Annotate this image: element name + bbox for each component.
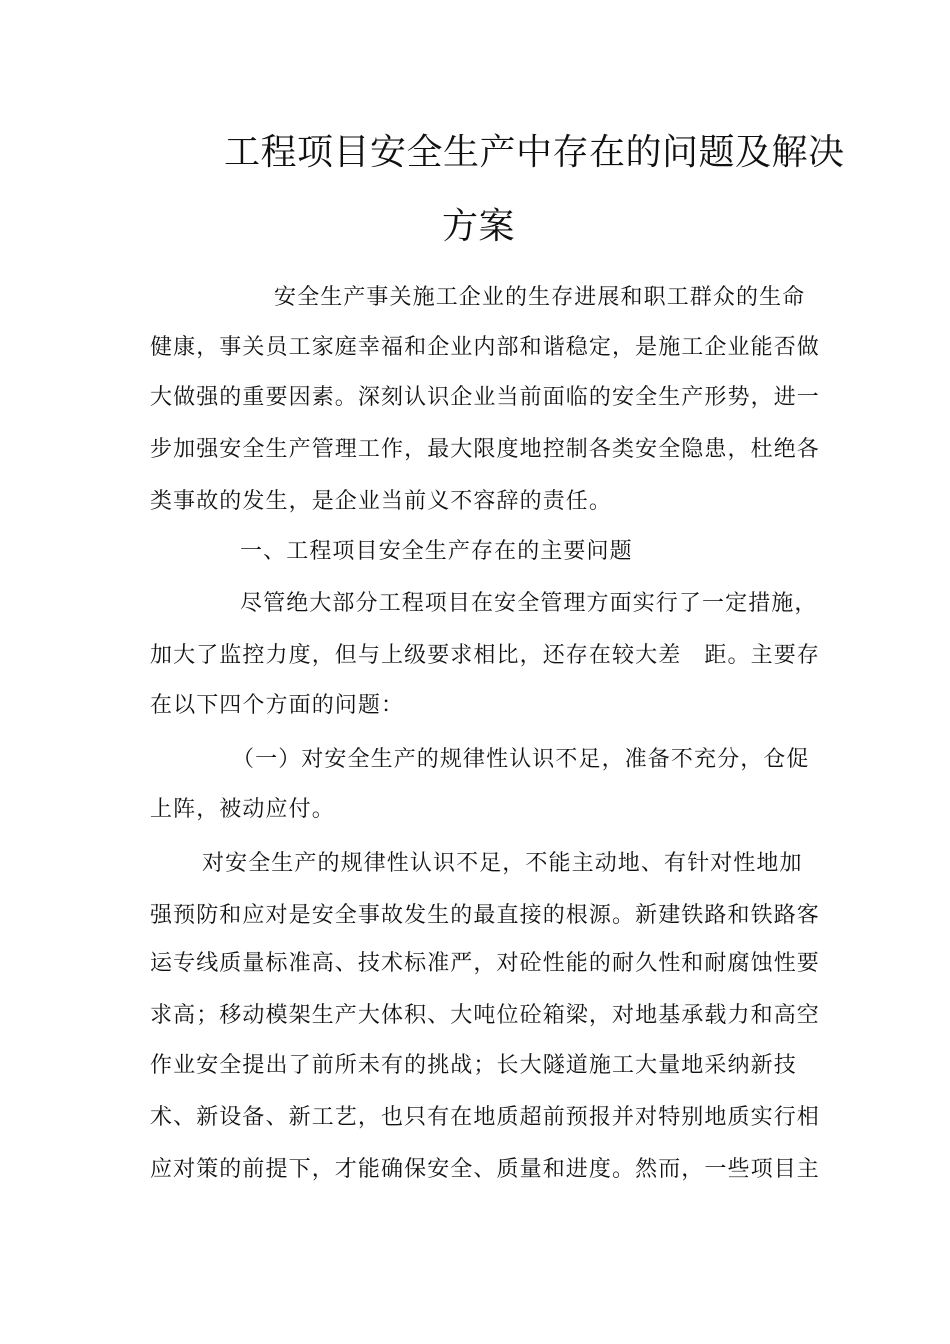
paragraph-2-line-2: 加大了监控力度，但与上级要求相比，还存在较大差 距。主要存 [150, 643, 820, 668]
paragraph-1-line-3: 大做强的重要因素。深刻认识企业当前面临的安全生产形势，进一 [150, 385, 820, 410]
document-title-line-1: 工程项目安全生产中存在的问题及解决 [224, 132, 845, 173]
section-1-heading: 一、工程项目安全生产存在的主要问题 [240, 539, 633, 564]
paragraph-2-line-1: 尽管绝大部分工程项目在安全管理方面实行了一定措施， [240, 591, 818, 616]
paragraph-1-line-5: 类事故的发生，是企业当前义不容辞的责任。 [150, 489, 613, 514]
paragraph-1-line-2: 健康，事关员工家庭幸福和企业内部和谐稳定，是施工企业能否做 [150, 335, 820, 360]
document-title-line-2: 方案 [442, 206, 516, 247]
paragraph-3-line-5: 作业安全提出了前所未有的挑战；长大隧道施工大量地采纳新技 [150, 1053, 797, 1078]
paragraph-3-line-2: 强预防和应对是安全事故发生的最直接的根源。新建铁路和铁路客 [150, 903, 820, 928]
paragraph-3-line-4: 求高；移动模架生产大体积、大吨位砼箱梁，对地基承载力和高空 [150, 1003, 820, 1028]
paragraph-1-line-1: 安全生产事关施工企业的生存进展和职工群众的生命 [274, 285, 806, 310]
paragraph-3-line-6: 术、新设备、新工艺，也只有在地质超前预报并对特别地质实行相 [150, 1105, 820, 1130]
subsection-1-heading-line-2: 上阵，被动应付。 [150, 797, 335, 822]
paragraph-1-line-4: 步加强安全生产管理工作，最大限度地控制各类安全隐患，杜绝各 [150, 437, 820, 462]
paragraph-3-line-1: 对安全生产的规律性认识不足，不能主动地、有针对性地加 [202, 851, 803, 876]
paragraph-3-line-7: 应对策的前提下，才能确保安全、质量和进度。然而，一些项目主 [150, 1157, 820, 1182]
paragraph-2-line-3: 在以下四个方面的问题： [150, 693, 405, 718]
paragraph-3-line-3: 运专线质量标准高、技术标准严，对砼性能的耐久性和耐腐蚀性要 [150, 951, 820, 976]
subsection-1-heading-line-1: （一）对安全生产的规律性认识不足，准备不充分，仓促 [232, 747, 810, 772]
